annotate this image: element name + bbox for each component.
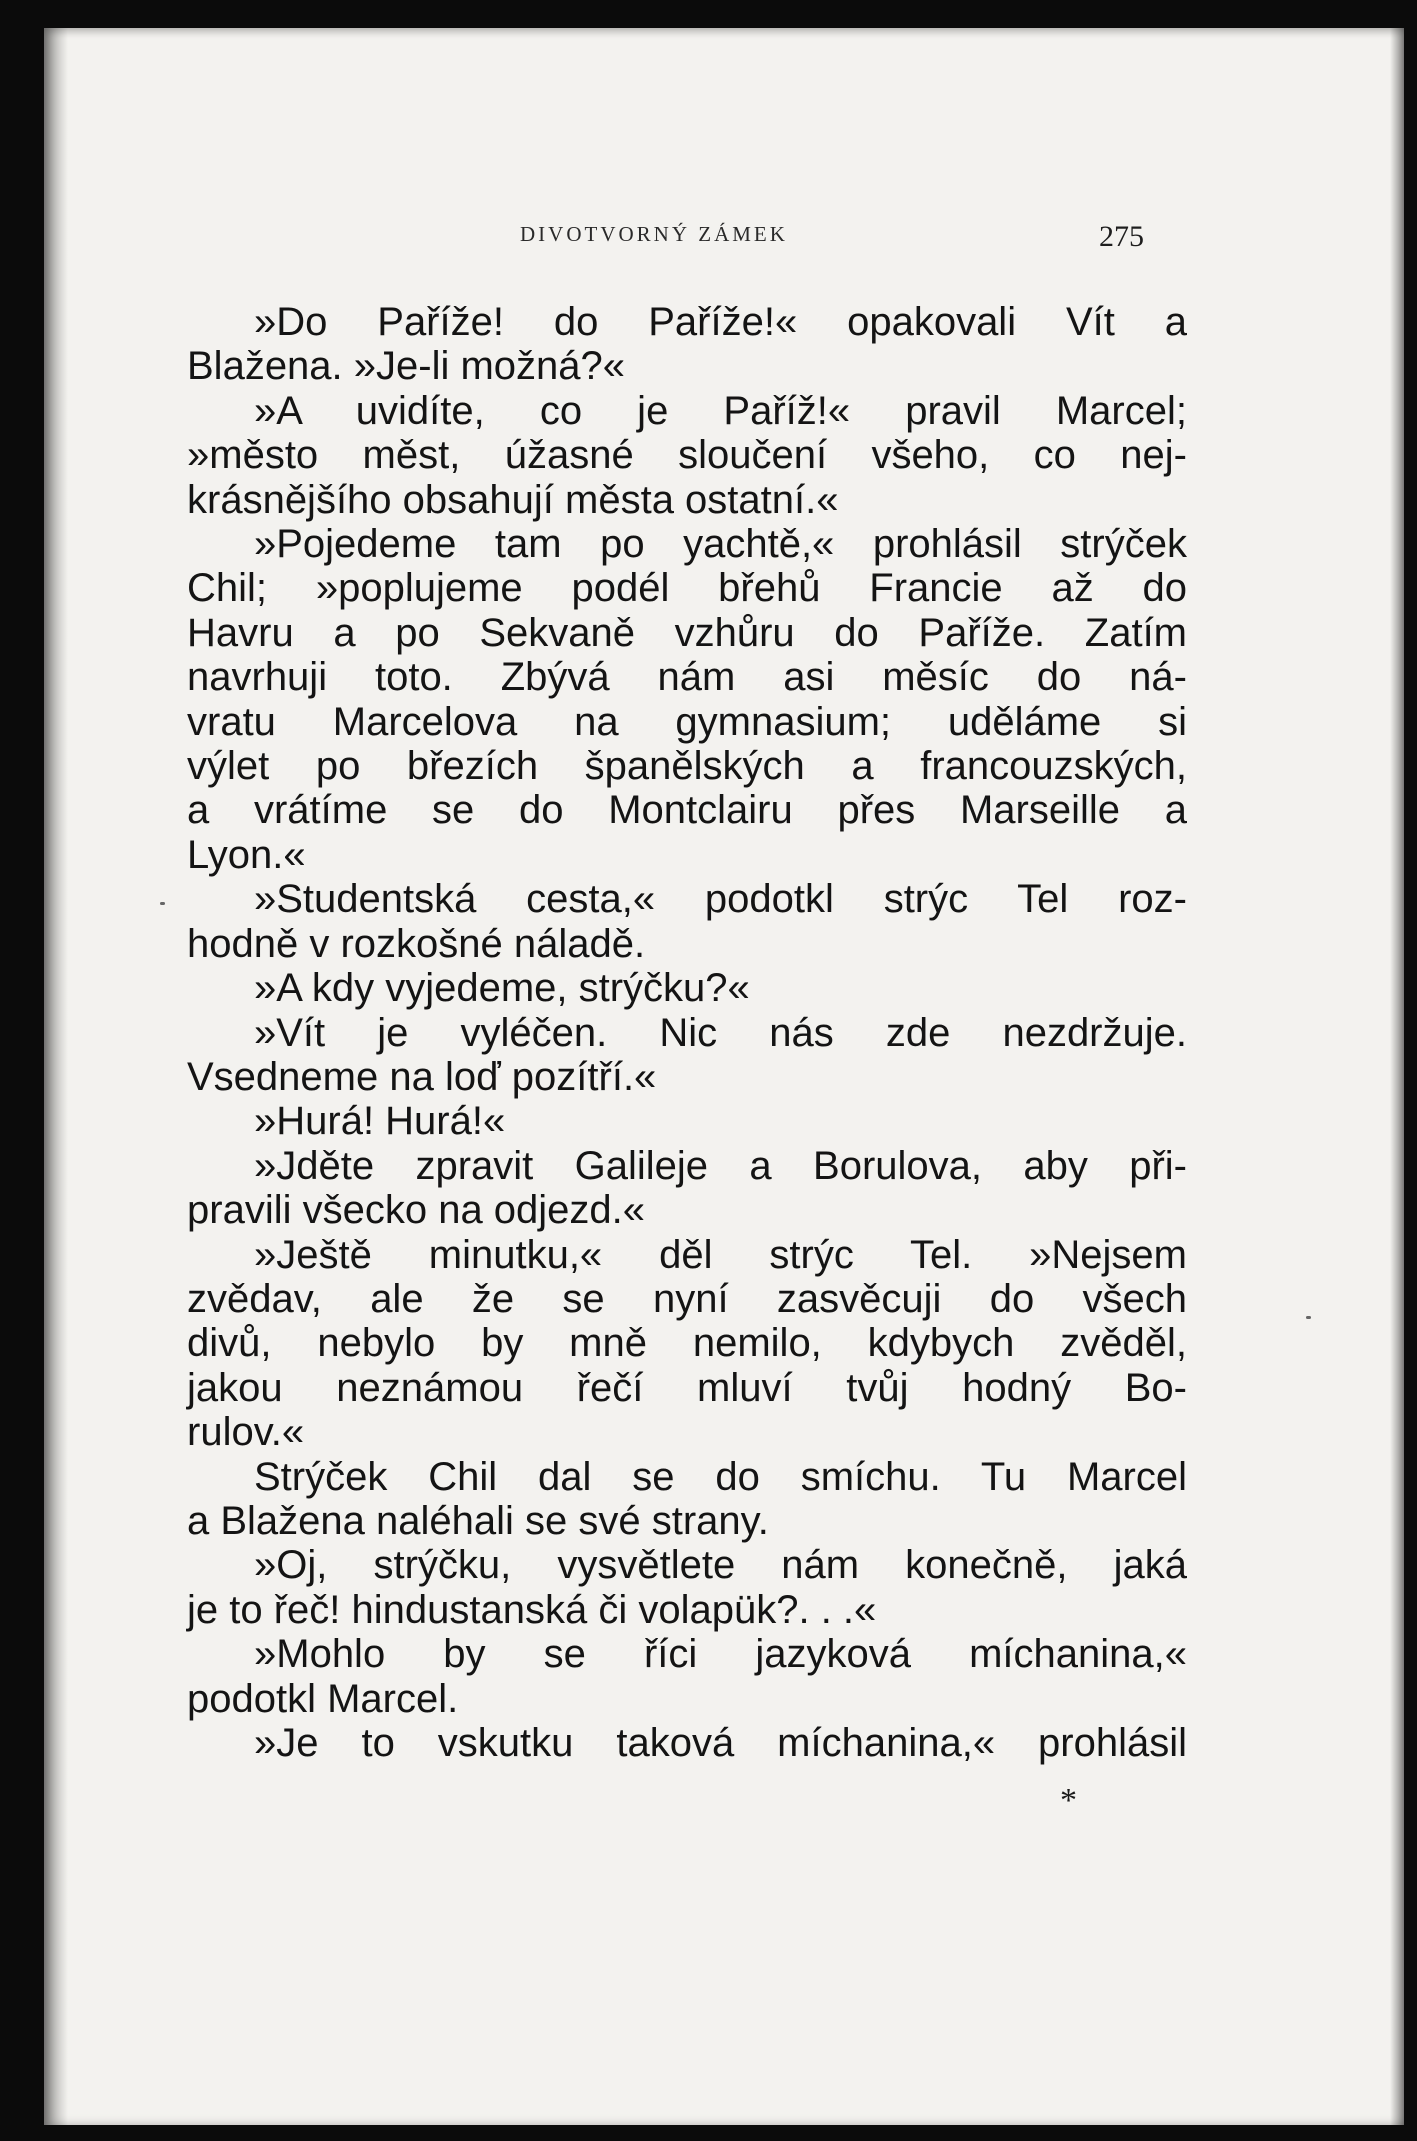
text-line: »A kdy vyjedeme, strýčku?« <box>254 966 750 1011</box>
text-line: podotkl Marcel. <box>187 1676 459 1721</box>
text-line: »Do Paříže! do Paříže!« opakovali Vít a <box>254 300 1187 344</box>
text-line: rulov.« <box>187 1410 305 1455</box>
text-line: jakou neznámou řečí mluví tvůj hodný Bo- <box>187 1365 1187 1410</box>
text-line: »Mohlo by se říci jazyková míchanina,« <box>254 1632 1187 1677</box>
page-gutter-shadow <box>44 28 68 2125</box>
text-line: »A uvidíte, co je Paříž!« pravil Marcel; <box>254 388 1187 433</box>
text-line: vratu Marcelova na gymnasium; uděláme si <box>187 699 1187 744</box>
text-line: Lyon.« <box>187 832 306 877</box>
text-line: Strýček Chil dal se do smíchu. Tu Marcel <box>254 1454 1187 1499</box>
text-line: zvědav, ale že se nyní zasvěcuji do všech <box>187 1276 1187 1321</box>
text-line: »Ještě minutku,« děl strýc Tel. »Nejsem <box>254 1232 1187 1277</box>
text-line: »Je to vskutku taková míchanina,« prohlásil <box>254 1721 1187 1765</box>
page-number: 275 <box>1099 220 1144 253</box>
text-line: hodně v rozkošné náladě. <box>187 921 646 966</box>
text-line: výlet po březích španělských a francouzských, <box>187 744 1187 789</box>
text-line: »Jděte zpravit Galileje a Borulova, aby při- <box>254 1143 1187 1188</box>
text-line: »Studentská cesta,« podotkl strýc Tel roz- <box>254 877 1187 922</box>
body-text <box>187 300 1187 1765</box>
text-line: Vsedneme na loď pozítří.« <box>187 1054 657 1099</box>
text-line: Havru a po Sekvaně vzhůru do Paříže. Zatím <box>187 610 1187 655</box>
text-line: »Hurá! Hurá!« <box>254 1099 506 1144</box>
text-line: navrhuji toto. Zbývá nám asi měsíc do ná- <box>187 655 1187 700</box>
text-line: a Blažena naléhali se své strany. <box>187 1498 769 1543</box>
page-edge-shadow <box>1390 28 1404 2125</box>
text-line: divů, nebylo by mně nemilo, kdybych zvěděl, <box>187 1321 1187 1366</box>
text-line: »město měst, úžasné sloučení všeho, co nej- <box>187 433 1187 478</box>
text-line: a vrátíme se do Montclairu přes Marseille a <box>187 788 1187 833</box>
text-line: »Oj, strýčku, vysvětlete nám konečně, jaká <box>254 1543 1187 1588</box>
text-line: pravili všecko na odjezd.« <box>187 1188 646 1233</box>
text-line: Blažena. »Je-li možná?« <box>187 344 626 389</box>
text-line: je to řeč! hindustanská či volapük?. . .« <box>187 1587 877 1632</box>
text-line: Chil; »poplujeme podél břehů Francie až do <box>187 566 1187 611</box>
paper-speck <box>160 902 165 905</box>
paper-speck <box>1306 1316 1311 1319</box>
text-line: »Pojedeme tam po yachtě,« prohlásil strýček <box>254 522 1187 567</box>
running-head: DIVOTVORNÝ ZÁMEK <box>520 222 788 246</box>
signature-mark: * <box>1060 1782 1077 1819</box>
text-line: »Vít je vyléčen. Nic nás zde nezdržuje. <box>254 1010 1187 1055</box>
text-line: krásnějšího obsahují města ostatní.« <box>187 477 839 522</box>
